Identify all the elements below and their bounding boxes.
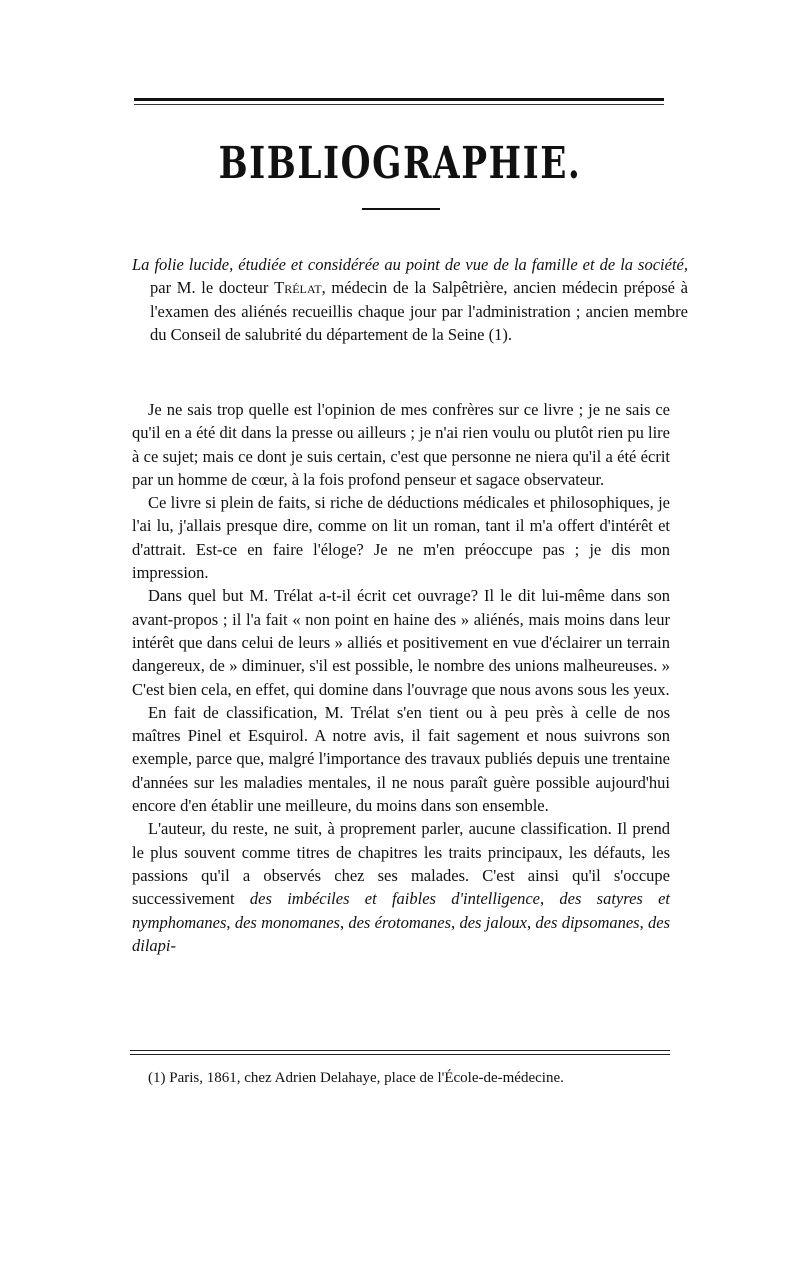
- paragraph-last: [132, 817, 670, 957]
- title-divider: [362, 208, 440, 210]
- paragraph: En fait de classification, M. Trélat s'en tient ou à peu près à celle de nos maîtres Pinel et Esquirol. A notre avis, il fait sagement et nous suivrons son exemple, parce que, malgré l'importance des travaux publiés depuis une trentaine d'années sur les maladies mentales, il ne nous paraît guère possible aujourd'hui encore d'en établir une meilleure, du moins dans son ensemble.: [132, 702, 670, 816]
- italic-term: des imbéciles et faibles d'intelligence: [249, 889, 540, 909]
- italic-term: des jaloux: [459, 912, 527, 932]
- footnote: (1) Paris, 1861, chez Adrien Delahaye, place de l'École-de-médecine.: [148, 1070, 564, 1086]
- paragraph: Dans quel but M. Trélat a-t-il écrit cet ouvrage? Il le dit lui-même dans son avant-propos ; il l'a fait « non point en haine des » aliénés, mais moins dans leur intérêt que dans celui de leurs » alliés et positivement en vue d'éclairer un terrain dangereux, de » diminuer, s'il est possible, le nombre des unions malheureuses. » C'est bien cela, en effet, qui domine dans l'ouvrage que nous avons sous les yeux.: [132, 586, 670, 699]
- review-body: [132, 398, 670, 957]
- footnote-rule-thin: [130, 1054, 670, 1055]
- paragraph: Ce livre si plein de faits, si riche de déductions médicales et philosophiques, je l'ai lu, j'allais presque dire, comme on lit un roman, tant il m'a offert d'intérêt et d'attrait. Est-ce en faire l'éloge? Je ne m'en préoccupe pas ; je dis mon impression.: [132, 493, 670, 583]
- author-name: Trélat: [274, 278, 322, 298]
- paragraph: Je ne sais trop quelle est l'opinion de mes confrères sur ce livre ; je ne sais ce qu'il en a été dit dans la presse ou ailleurs ; je n'ai rien voulu ou plutôt rien pu lire à ce sujet; mais ce dont je suis certain, c'est que personne ne niera qu'il a été écrit par un homme de cœur, à la fois profond penseur et sagace observateur.: [132, 400, 670, 489]
- separator: ,: [526, 912, 536, 932]
- separator: ,: [226, 912, 235, 932]
- italic-term: des érotomanes: [348, 912, 452, 932]
- italic-term: des dilapi-: [132, 912, 671, 955]
- italic-term: des dipsomanes: [535, 912, 640, 932]
- footnote-rule: [130, 1050, 670, 1051]
- bibliography-entry: [132, 253, 688, 346]
- separator: ,: [451, 912, 460, 932]
- text-run: L'auteur, du reste, ne suit, à proprement parler, aucune classification. Il prend le plus souvent comme titres de chapitres les traits principaux, les défauts, les passions qu'il a observés chez ses malades. C'est ainsi qu'il s'occupe successivement: [132, 819, 670, 909]
- italic-term: des monomanes: [234, 912, 340, 932]
- entry-par: par M. le docteur: [150, 278, 275, 298]
- entry-description: , médecin de la Salpêtrière, ancien médecin préposé à l'examen des aliénés recueillis chaque jour par l'administration ; ancien membre du Conseil de salubrité du département de la Seine (1).: [150, 278, 688, 344]
- italic-term: des satyres et nymphomanes: [132, 889, 670, 932]
- separator: ,: [540, 889, 560, 909]
- separator: ,: [639, 912, 649, 932]
- page-title: BIBLIOGRAPHIE.: [218, 138, 582, 189]
- header-rule-thin: [134, 104, 664, 105]
- header-rule: [134, 98, 664, 101]
- book-title: La folie lucide, étudiée et considérée au point de vue de la famille et de la société,: [132, 255, 688, 274]
- separator: ,: [339, 912, 349, 932]
